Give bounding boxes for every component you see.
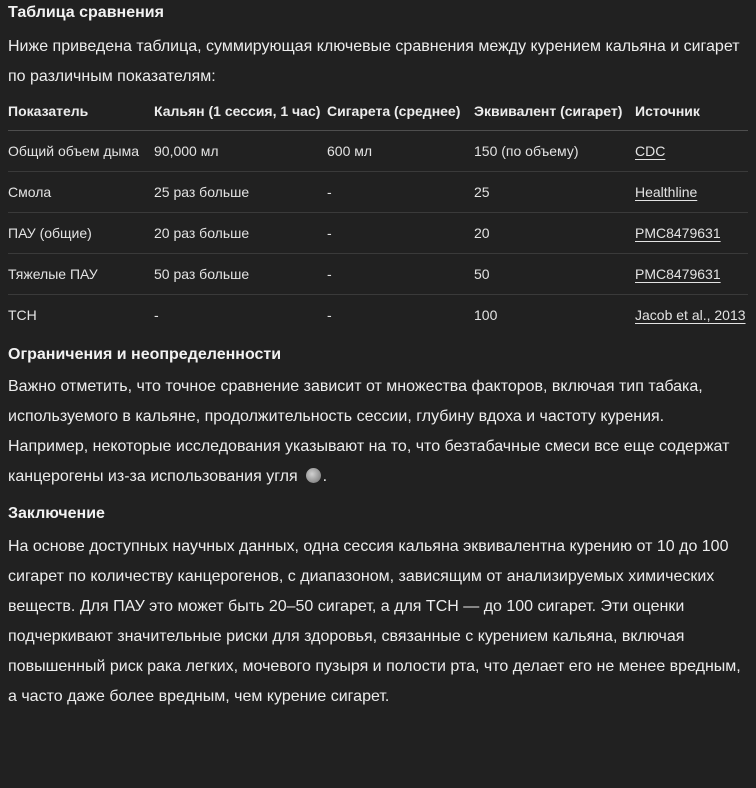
source-link[interactable]: Jacob et al., 2013 <box>635 307 746 323</box>
table-cell: 50 раз больше <box>154 254 327 295</box>
table-cell: - <box>327 172 474 213</box>
table-cell: - <box>327 254 474 295</box>
table-cell <box>635 172 748 213</box>
column-header: Сигарета (среднее) <box>327 99 474 131</box>
table-cell: - <box>327 307 332 323</box>
source-link[interactable]: PMC8479631 <box>635 225 721 241</box>
table-row <box>8 131 748 172</box>
table-cell <box>635 254 748 295</box>
table-cell: Смола <box>8 172 154 213</box>
table-cell: - <box>327 213 474 254</box>
coal-icon <box>306 468 321 483</box>
table-cell: TCH <box>8 307 37 323</box>
table-cell <box>635 213 748 254</box>
limitations-section <box>8 343 748 492</box>
table-cell: 150 (по объему) <box>474 131 635 172</box>
table-cell: 600 мл <box>327 131 474 172</box>
table-cell: 20 <box>474 213 635 254</box>
column-header: Показатель <box>8 99 154 131</box>
table-cell: 50 <box>474 254 635 295</box>
table-cell: 90,000 мл <box>154 131 327 172</box>
section-title-limitations: Ограничения и неопределенности <box>8 346 282 363</box>
source-link[interactable]: Healthline <box>635 184 698 200</box>
source-link[interactable]: PMC8479631 <box>635 266 721 282</box>
table-cell: - <box>154 307 159 323</box>
column-header: Кальян (1 сессия, 1 час) <box>154 99 327 131</box>
table-cell: 25 раз больше <box>154 172 327 213</box>
conclusion-paragraph: На основе доступных научных данных, одна сессия кальяна эквивалентна курению от 10 до 100 сигарет по количеству канцерогенов, с диапазоном, зависящим от анализируемых химических веществ. Для ПАУ это может быть 20–50 сигарет, а для TCH — до 100 сигарет. Эти оценки подчеркивают значительные риски для здоровья, связанные с курением кальяна, включая повышенный риск рака легких, мочевого пузыря и полости рта, что делает его не менее вредным, а часто даже более вредным, чем курение сигарет. <box>8 538 741 705</box>
column-header: Эквивалент (сигарет) <box>474 99 635 131</box>
table-cell: 100 <box>474 307 498 323</box>
limitations-trail: . <box>322 468 328 485</box>
conclusion-section <box>8 502 748 712</box>
table-row <box>8 213 748 254</box>
limitations-text: Важно отметить, что точное сравнение зависит от множества факторов, включая тип табака, используемого в кальяне, продолжительность сессии, глубину вдоха и частоту курения. Например, некоторые исследования указывают на то, что безтабачные смеси все еще содержат канцерогены из-за использования угля <box>8 378 730 485</box>
intro-paragraph: Ниже приведена таблица, суммирующая ключевые сравнения между курением кальяна и сигарет по различным показателям: <box>8 38 740 85</box>
table-row <box>8 254 748 295</box>
table-cell: Тяжелые ПАУ <box>8 254 154 295</box>
table-cell <box>635 131 748 172</box>
table-cell: 20 раз больше <box>154 213 327 254</box>
table-header-row <box>8 99 748 131</box>
table-row <box>8 295 748 336</box>
table-cell <box>635 295 748 336</box>
limitations-paragraph <box>8 372 748 492</box>
table-cell: ПАУ (общие) <box>8 213 154 254</box>
table-cell: 25 <box>474 172 635 213</box>
source-link[interactable]: CDC <box>635 143 666 159</box>
table-cell: Общий объем дыма <box>8 131 154 172</box>
table-row <box>8 172 748 213</box>
comparison-table <box>8 99 748 335</box>
section-title-conclusion: Заключение <box>8 505 105 522</box>
section-title-comparison: Таблица сравнения <box>8 4 164 21</box>
column-header: Источник <box>635 99 748 131</box>
